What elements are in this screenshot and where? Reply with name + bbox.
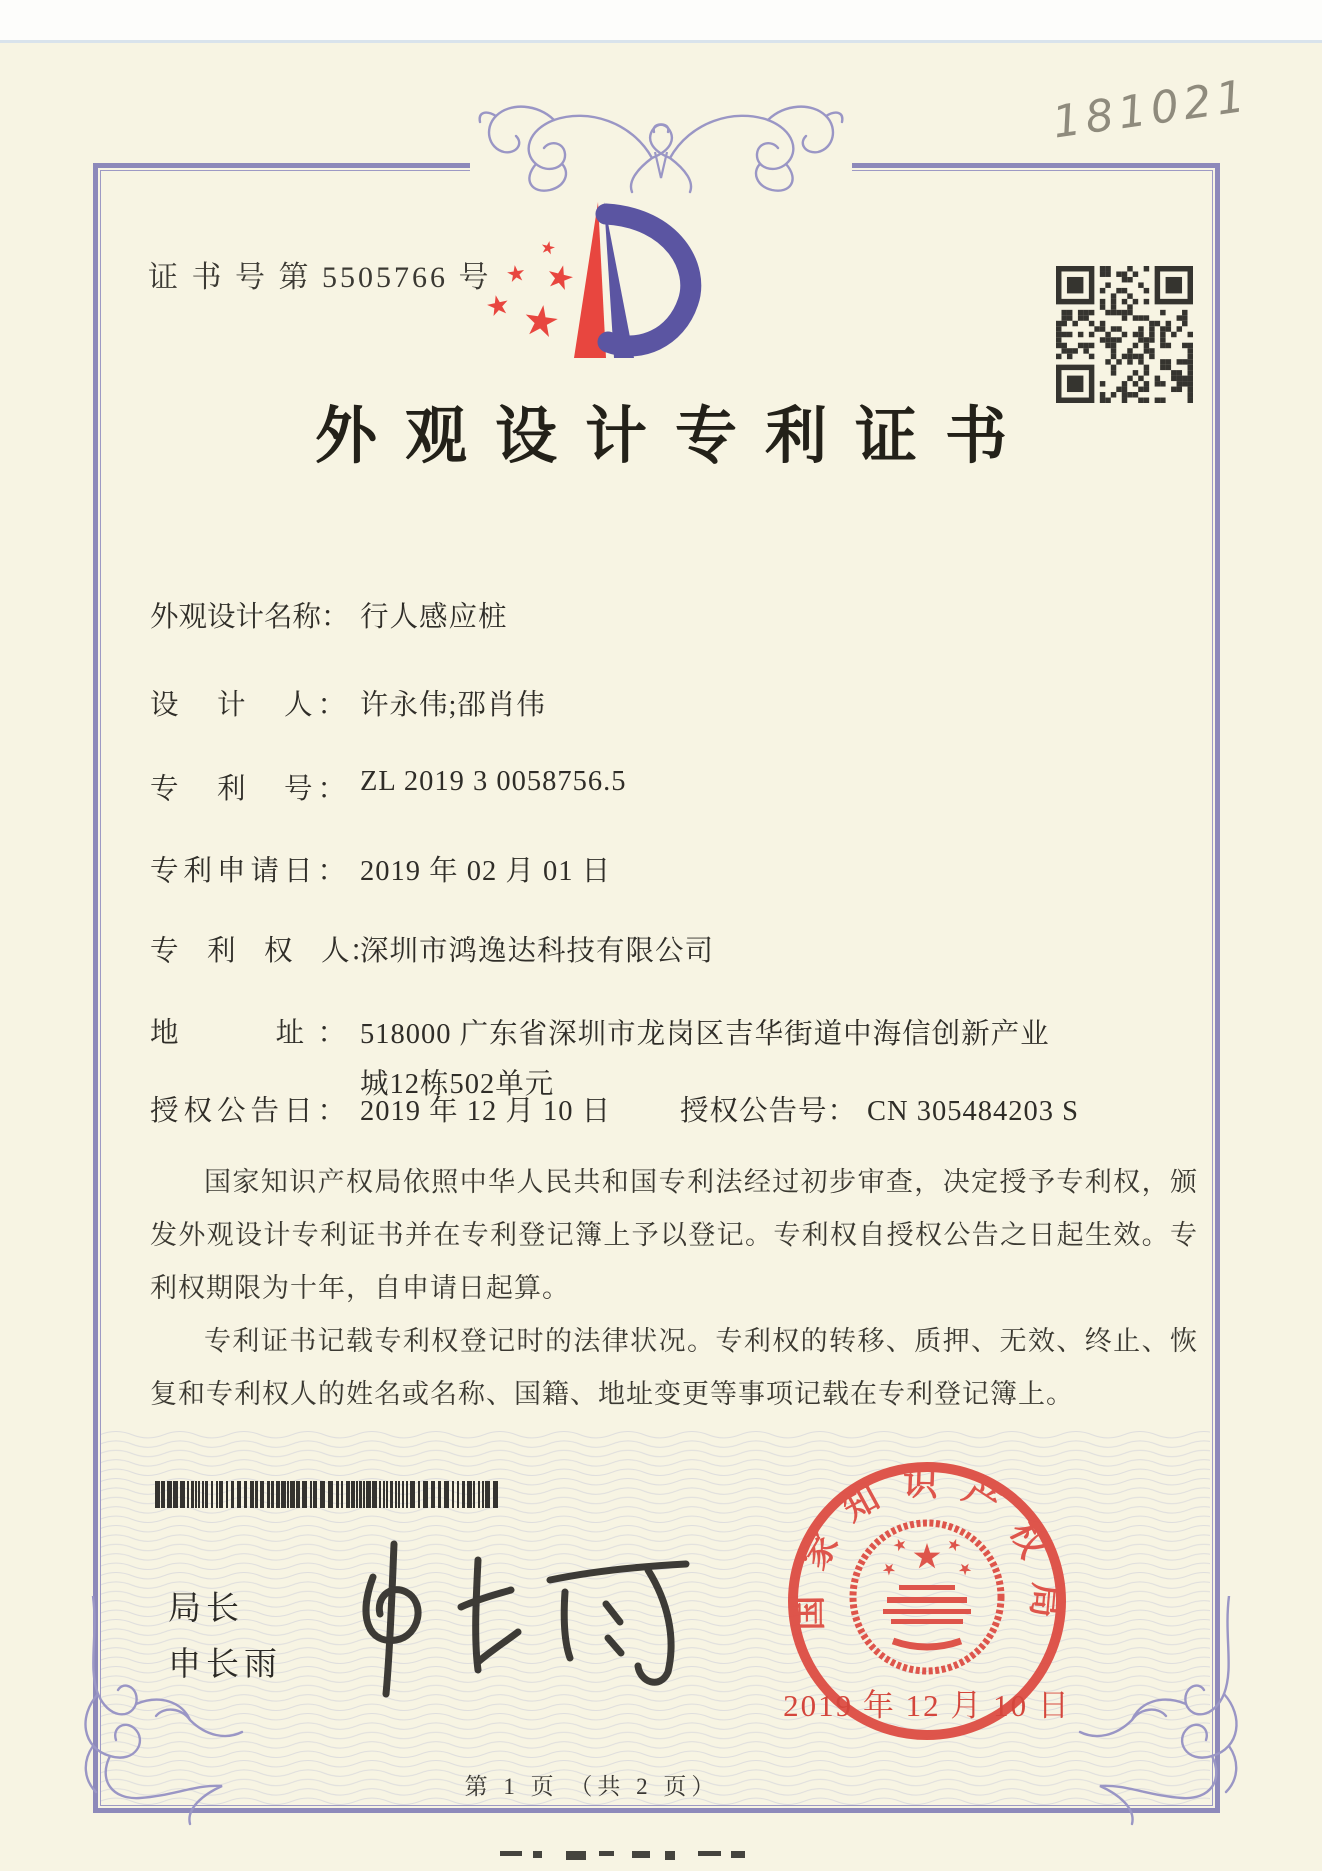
border-flourish-bottom-left — [46, 1596, 276, 1846]
cutoff-text-fragment — [500, 1851, 780, 1863]
signer-name: 申长雨 — [168, 1647, 282, 1683]
field-value: 518000 广东省深圳市龙岗区吉华街道中海信创新产业城12栋502单元 — [360, 1019, 1050, 1100]
page-number-footer: 第 1 页 （共 2 页） — [464, 1774, 720, 1799]
border-ornament-top — [436, 94, 886, 198]
field-label: 设 计 人： — [150, 690, 346, 721]
legal-paragraph: 专利证书记载专利权登记时的法律状况。专利权的转移、质押、无效、终止、恢复和专利权人的姓名或名称、国籍、地址变更等事项记载在专利登记簿上。 — [150, 1326, 1198, 1409]
seal-arc-text: 国家知识产权局 — [789, 1463, 1066, 1642]
field-value: 2019 年 02 月 01 日 — [360, 856, 612, 887]
field-row-patent-number — [150, 766, 1214, 807]
field-row-designer — [150, 682, 1214, 723]
field-row-grant — [150, 1088, 1214, 1129]
grant-date-value: 2019 年 12 月 10 日 — [360, 1096, 612, 1127]
certificate-title: 外观设计专利证书 — [314, 403, 1035, 471]
grant-number-label: 授权公告号： — [680, 1096, 858, 1127]
qr-code — [1056, 266, 1193, 403]
barcode — [155, 1481, 503, 1508]
field-label: 专 利 权 人： — [150, 936, 379, 967]
field-row-patentee — [150, 928, 1214, 969]
field-value: 行人感应桩 — [360, 602, 508, 633]
grant-date-label: 授权公告日： — [150, 1096, 346, 1127]
certificate-number: 证 书 号 第 5505766 号 — [148, 261, 492, 294]
field-row-design-name — [150, 594, 1214, 635]
field-value: 许永伟;邵肖伟 — [360, 690, 546, 721]
field-label: 地 址： — [150, 1018, 346, 1049]
field-label: 外观设计名称： — [150, 602, 350, 633]
handwritten-annotation: 181021 — [1049, 70, 1253, 149]
field-row-filing-date — [150, 848, 1214, 889]
field-label: 专利申请日： — [150, 856, 346, 887]
cnipa-logo-icon — [448, 196, 718, 364]
signer-title: 局长 — [168, 1591, 244, 1627]
border-flourish-bottom-right — [1046, 1596, 1276, 1846]
director-signature — [318, 1522, 718, 1712]
scan-edge-strip — [0, 0, 1322, 43]
grant-number-value: CN 305484203 S — [867, 1096, 1079, 1127]
field-label: 专 利 号： — [150, 774, 346, 805]
field-value: 深圳市鸿逸达科技有限公司 — [360, 936, 715, 967]
national-emblem-icon — [853, 1523, 1001, 1671]
legal-paragraph: 国家知识产权局依照中华人民共和国专利法经过初步审查，决定授予专利权，颁发外观设计专利证书并在专利登记簿上予以登记。专利权自授权公告之日起生效。专利权期限为十年，自申请日起算。 — [150, 1167, 1198, 1303]
legal-body-text — [150, 1156, 1198, 1421]
seal-date: 2019 年 12 月 10 日 — [783, 1688, 1071, 1723]
field-value: ZL 2019 3 0058756.5 — [360, 766, 627, 797]
